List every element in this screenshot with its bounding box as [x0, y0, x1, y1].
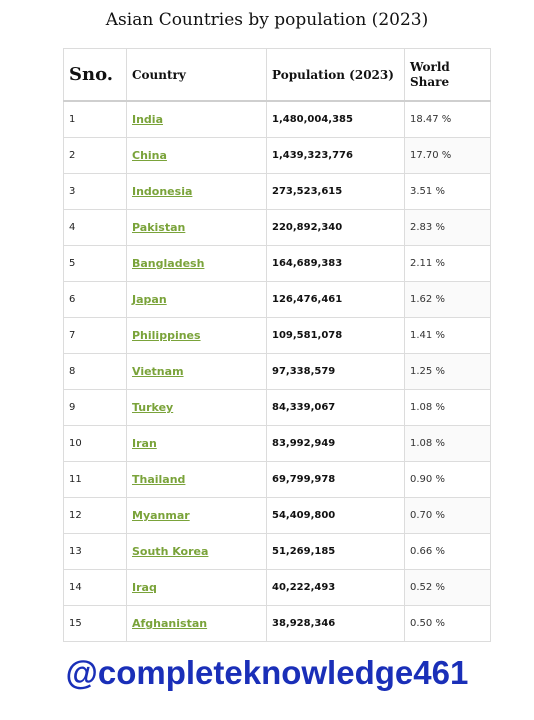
cell-country — [127, 462, 267, 498]
cell-world-share: 1.25 % — [405, 354, 491, 390]
cell-population: 1,439,323,776 — [267, 138, 405, 174]
cell-population: 84,339,067 — [267, 390, 405, 426]
cell-country — [127, 390, 267, 426]
table-row — [64, 354, 491, 390]
header-population: Population (2023) — [267, 49, 405, 102]
cell-sno: 7 — [64, 318, 127, 354]
country-link[interactable]: Philippines — [132, 329, 201, 342]
country-link[interactable]: China — [132, 149, 167, 162]
cell-world-share: 17.70 % — [405, 138, 491, 174]
page-title: Asian Countries by population (2023) — [105, 10, 429, 30]
cell-population: 126,476,461 — [267, 282, 405, 318]
cell-world-share: 0.52 % — [405, 570, 491, 606]
table-row — [64, 534, 491, 570]
cell-population: 97,338,579 — [267, 354, 405, 390]
cell-country — [127, 426, 267, 462]
cell-population: 54,409,800 — [267, 498, 405, 534]
cell-sno: 13 — [64, 534, 127, 570]
table-row — [64, 462, 491, 498]
cell-country — [127, 354, 267, 390]
table-row — [64, 138, 491, 174]
country-link[interactable]: India — [132, 113, 163, 126]
cell-country — [127, 570, 267, 606]
country-link[interactable]: Thailand — [132, 473, 186, 486]
cell-population: 109,581,078 — [267, 318, 405, 354]
cell-country — [127, 138, 267, 174]
cell-world-share: 3.51 % — [405, 174, 491, 210]
country-link[interactable]: Bangladesh — [132, 257, 205, 270]
cell-world-share: 0.90 % — [405, 462, 491, 498]
cell-population: 273,523,615 — [267, 174, 405, 210]
country-link[interactable]: Turkey — [132, 401, 174, 414]
cell-sno: 12 — [64, 498, 127, 534]
cell-country — [127, 498, 267, 534]
cell-country — [127, 534, 267, 570]
cell-world-share: 18.47 % — [405, 101, 491, 138]
header-sno: Sno. — [64, 49, 127, 102]
cell-sno: 8 — [64, 354, 127, 390]
cell-sno: 3 — [64, 174, 127, 210]
cell-country — [127, 606, 267, 642]
table-header — [64, 49, 491, 102]
cell-country — [127, 101, 267, 138]
cell-world-share: 0.50 % — [405, 606, 491, 642]
table-row — [64, 210, 491, 246]
cell-sno: 4 — [64, 210, 127, 246]
cell-population: 40,222,493 — [267, 570, 405, 606]
cell-population: 220,892,340 — [267, 210, 405, 246]
cell-population: 69,799,978 — [267, 462, 405, 498]
table-row — [64, 174, 491, 210]
population-table — [63, 48, 491, 642]
country-link[interactable]: South Korea — [132, 545, 209, 558]
cell-world-share: 0.70 % — [405, 498, 491, 534]
cell-population: 1,480,004,385 — [267, 101, 405, 138]
cell-country — [127, 174, 267, 210]
table-row — [64, 570, 491, 606]
cell-world-share: 1.08 % — [405, 426, 491, 462]
table-row — [64, 246, 491, 282]
cell-country — [127, 246, 267, 282]
watermark-handle: @completeknowledge461 — [65, 654, 469, 691]
cell-sno: 1 — [64, 101, 127, 138]
cell-country — [127, 210, 267, 246]
cell-world-share: 2.83 % — [405, 210, 491, 246]
header-country: Country — [127, 49, 267, 102]
country-link[interactable]: Vietnam — [132, 365, 184, 378]
country-link[interactable]: Indonesia — [132, 185, 193, 198]
cell-country — [127, 282, 267, 318]
cell-world-share: 2.11 % — [405, 246, 491, 282]
cell-sno: 9 — [64, 390, 127, 426]
cell-world-share: 1.08 % — [405, 390, 491, 426]
cell-sno: 2 — [64, 138, 127, 174]
table-row — [64, 606, 491, 642]
cell-population: 164,689,383 — [267, 246, 405, 282]
country-link[interactable]: Pakistan — [132, 221, 186, 234]
table-row — [64, 426, 491, 462]
table-body — [64, 101, 491, 642]
table-row — [64, 282, 491, 318]
cell-population: 83,992,949 — [267, 426, 405, 462]
country-link[interactable]: Iran — [132, 437, 157, 450]
cell-population: 51,269,185 — [267, 534, 405, 570]
cell-population: 38,928,346 — [267, 606, 405, 642]
country-link[interactable]: Myanmar — [132, 509, 190, 522]
country-link[interactable]: Japan — [132, 293, 167, 306]
cell-world-share: 1.41 % — [405, 318, 491, 354]
table-row — [64, 318, 491, 354]
country-link[interactable]: Iraq — [132, 581, 157, 594]
table-row — [64, 498, 491, 534]
table-row — [64, 390, 491, 426]
cell-world-share: 1.62 % — [405, 282, 491, 318]
cell-country — [127, 318, 267, 354]
cell-sno: 14 — [64, 570, 127, 606]
cell-sno: 5 — [64, 246, 127, 282]
cell-sno: 6 — [64, 282, 127, 318]
cell-sno: 11 — [64, 462, 127, 498]
cell-sno: 15 — [64, 606, 127, 642]
cell-world-share: 0.66 % — [405, 534, 491, 570]
cell-sno: 10 — [64, 426, 127, 462]
header-world-share: World Share — [405, 49, 491, 102]
country-link[interactable]: Afghanistan — [132, 617, 208, 630]
table-row — [64, 101, 491, 138]
